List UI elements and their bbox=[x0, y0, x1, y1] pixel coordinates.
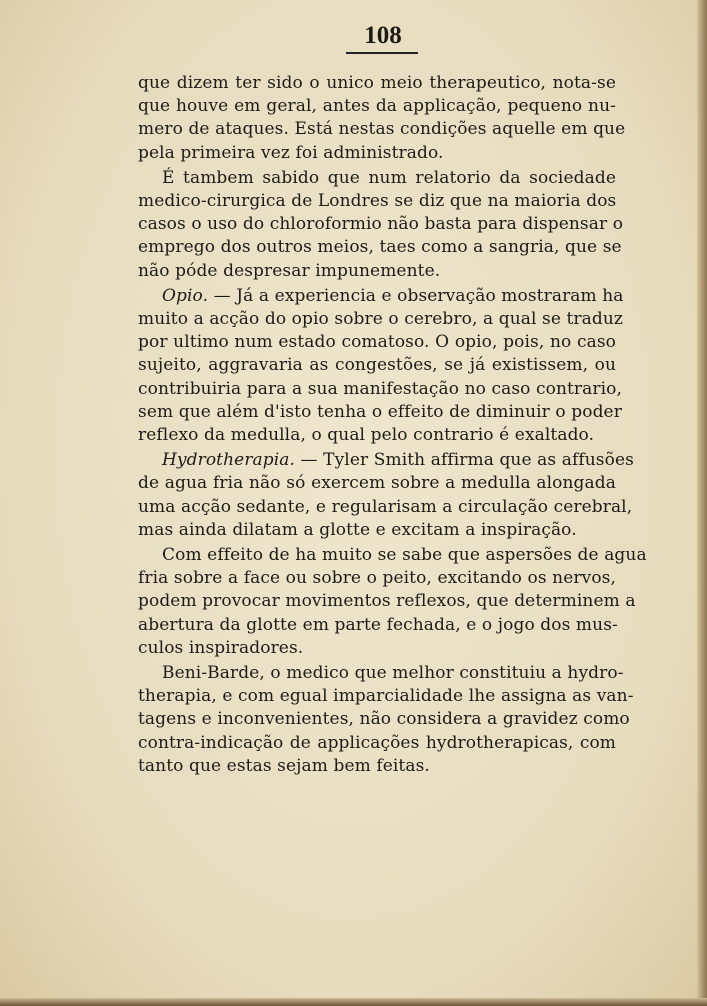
text-line: sem que além d'isto tenha o effeito de diminuir o poder bbox=[138, 401, 622, 422]
section-heading-opio: Opio. bbox=[162, 285, 209, 306]
text-line: É tambem sabido que num relatorio da sociedade bbox=[162, 167, 616, 188]
paragraph bbox=[138, 544, 647, 660]
page-number: 108 bbox=[364, 22, 402, 49]
text-line: emprego dos outros meios, taes como a sangria, que se bbox=[138, 237, 622, 258]
paragraph bbox=[138, 167, 624, 283]
text-line: tagens e inconvenientes, não considera a gravidez como bbox=[138, 709, 630, 730]
text-line: casos o uso do chloroformio não basta para dispensar o bbox=[138, 214, 624, 235]
text-line: uma acção sedante, e regularisam a circulação cerebral, bbox=[138, 496, 633, 517]
text-line: de agua fria não só exercem sobre a medulla alongada bbox=[138, 473, 616, 494]
text-line bbox=[138, 449, 634, 472]
body-text bbox=[138, 72, 647, 778]
text-line bbox=[138, 285, 624, 308]
text-line: reflexo da medulla, o qual pelo contrario é exaltado. bbox=[138, 425, 595, 446]
page-edge-bottom bbox=[0, 998, 707, 1006]
paragraph bbox=[138, 662, 634, 778]
text-line: contribuiria para a sua manifestação no caso contrario, bbox=[138, 378, 622, 399]
text-line: culos inspiradores. bbox=[138, 637, 304, 658]
page-number-rule bbox=[346, 52, 418, 54]
text-line: podem provocar movimentos reflexos, que determinem a bbox=[138, 591, 636, 612]
text-line: Com effeito de ha muito se sabe que aspersões de agua bbox=[162, 545, 647, 566]
text-line: por ultimo num estado comatoso. O opio, pois, no caso bbox=[138, 332, 616, 353]
text-line: que dizem ter sido o unico meio therapeutico, nota-se bbox=[138, 73, 616, 93]
text-line: medico-cirurgica de Londres se diz que na maioria dos bbox=[138, 191, 617, 212]
page-edge-right bbox=[697, 0, 707, 1006]
text-line: pela primeira vez foi administrado. bbox=[138, 142, 444, 163]
paragraph-opio bbox=[138, 285, 624, 447]
text-line: muito a acção do opio sobre o cerebro, a qual se traduz bbox=[138, 309, 623, 330]
text-line: sujeito, aggravaria as congestões, se já existissem, ou bbox=[138, 355, 616, 376]
section-heading-hydrotherapia: Hydrotherapia. bbox=[162, 450, 296, 471]
text-run: — Tyler Smith affirma que as affusões bbox=[295, 450, 634, 471]
text-line: contra-indicação de applicações hydrotherapicas, com bbox=[138, 732, 616, 753]
text-line: não póde despresar impunemente. bbox=[138, 260, 441, 281]
paragraph-hydrotherapia bbox=[138, 449, 634, 542]
paragraph bbox=[138, 72, 626, 165]
text-line: que houve em geral, antes da applicação, pequeno nu- bbox=[138, 96, 616, 117]
text-run: — Já a experiencia e observação mostraram ha bbox=[208, 285, 624, 306]
text-line: mas ainda dilatam a glotte e excitam a inspiração. bbox=[138, 519, 577, 540]
text-line: tanto que estas sejam bem feitas. bbox=[138, 755, 430, 776]
text-line: abertura da glotte em parte fechada, e o jogo dos mus- bbox=[138, 614, 618, 635]
text-line: therapia, e com egual imparcialidade lhe assigna as van- bbox=[138, 686, 634, 707]
text-line: fria sobre a face ou sobre o peito, excitando os nervos, bbox=[138, 568, 616, 589]
text-line: Beni-Barde, o medico que melhor constituiu a hydro- bbox=[162, 663, 624, 684]
text-line: mero de ataques. Está nestas condições aquelle em que bbox=[138, 119, 626, 140]
